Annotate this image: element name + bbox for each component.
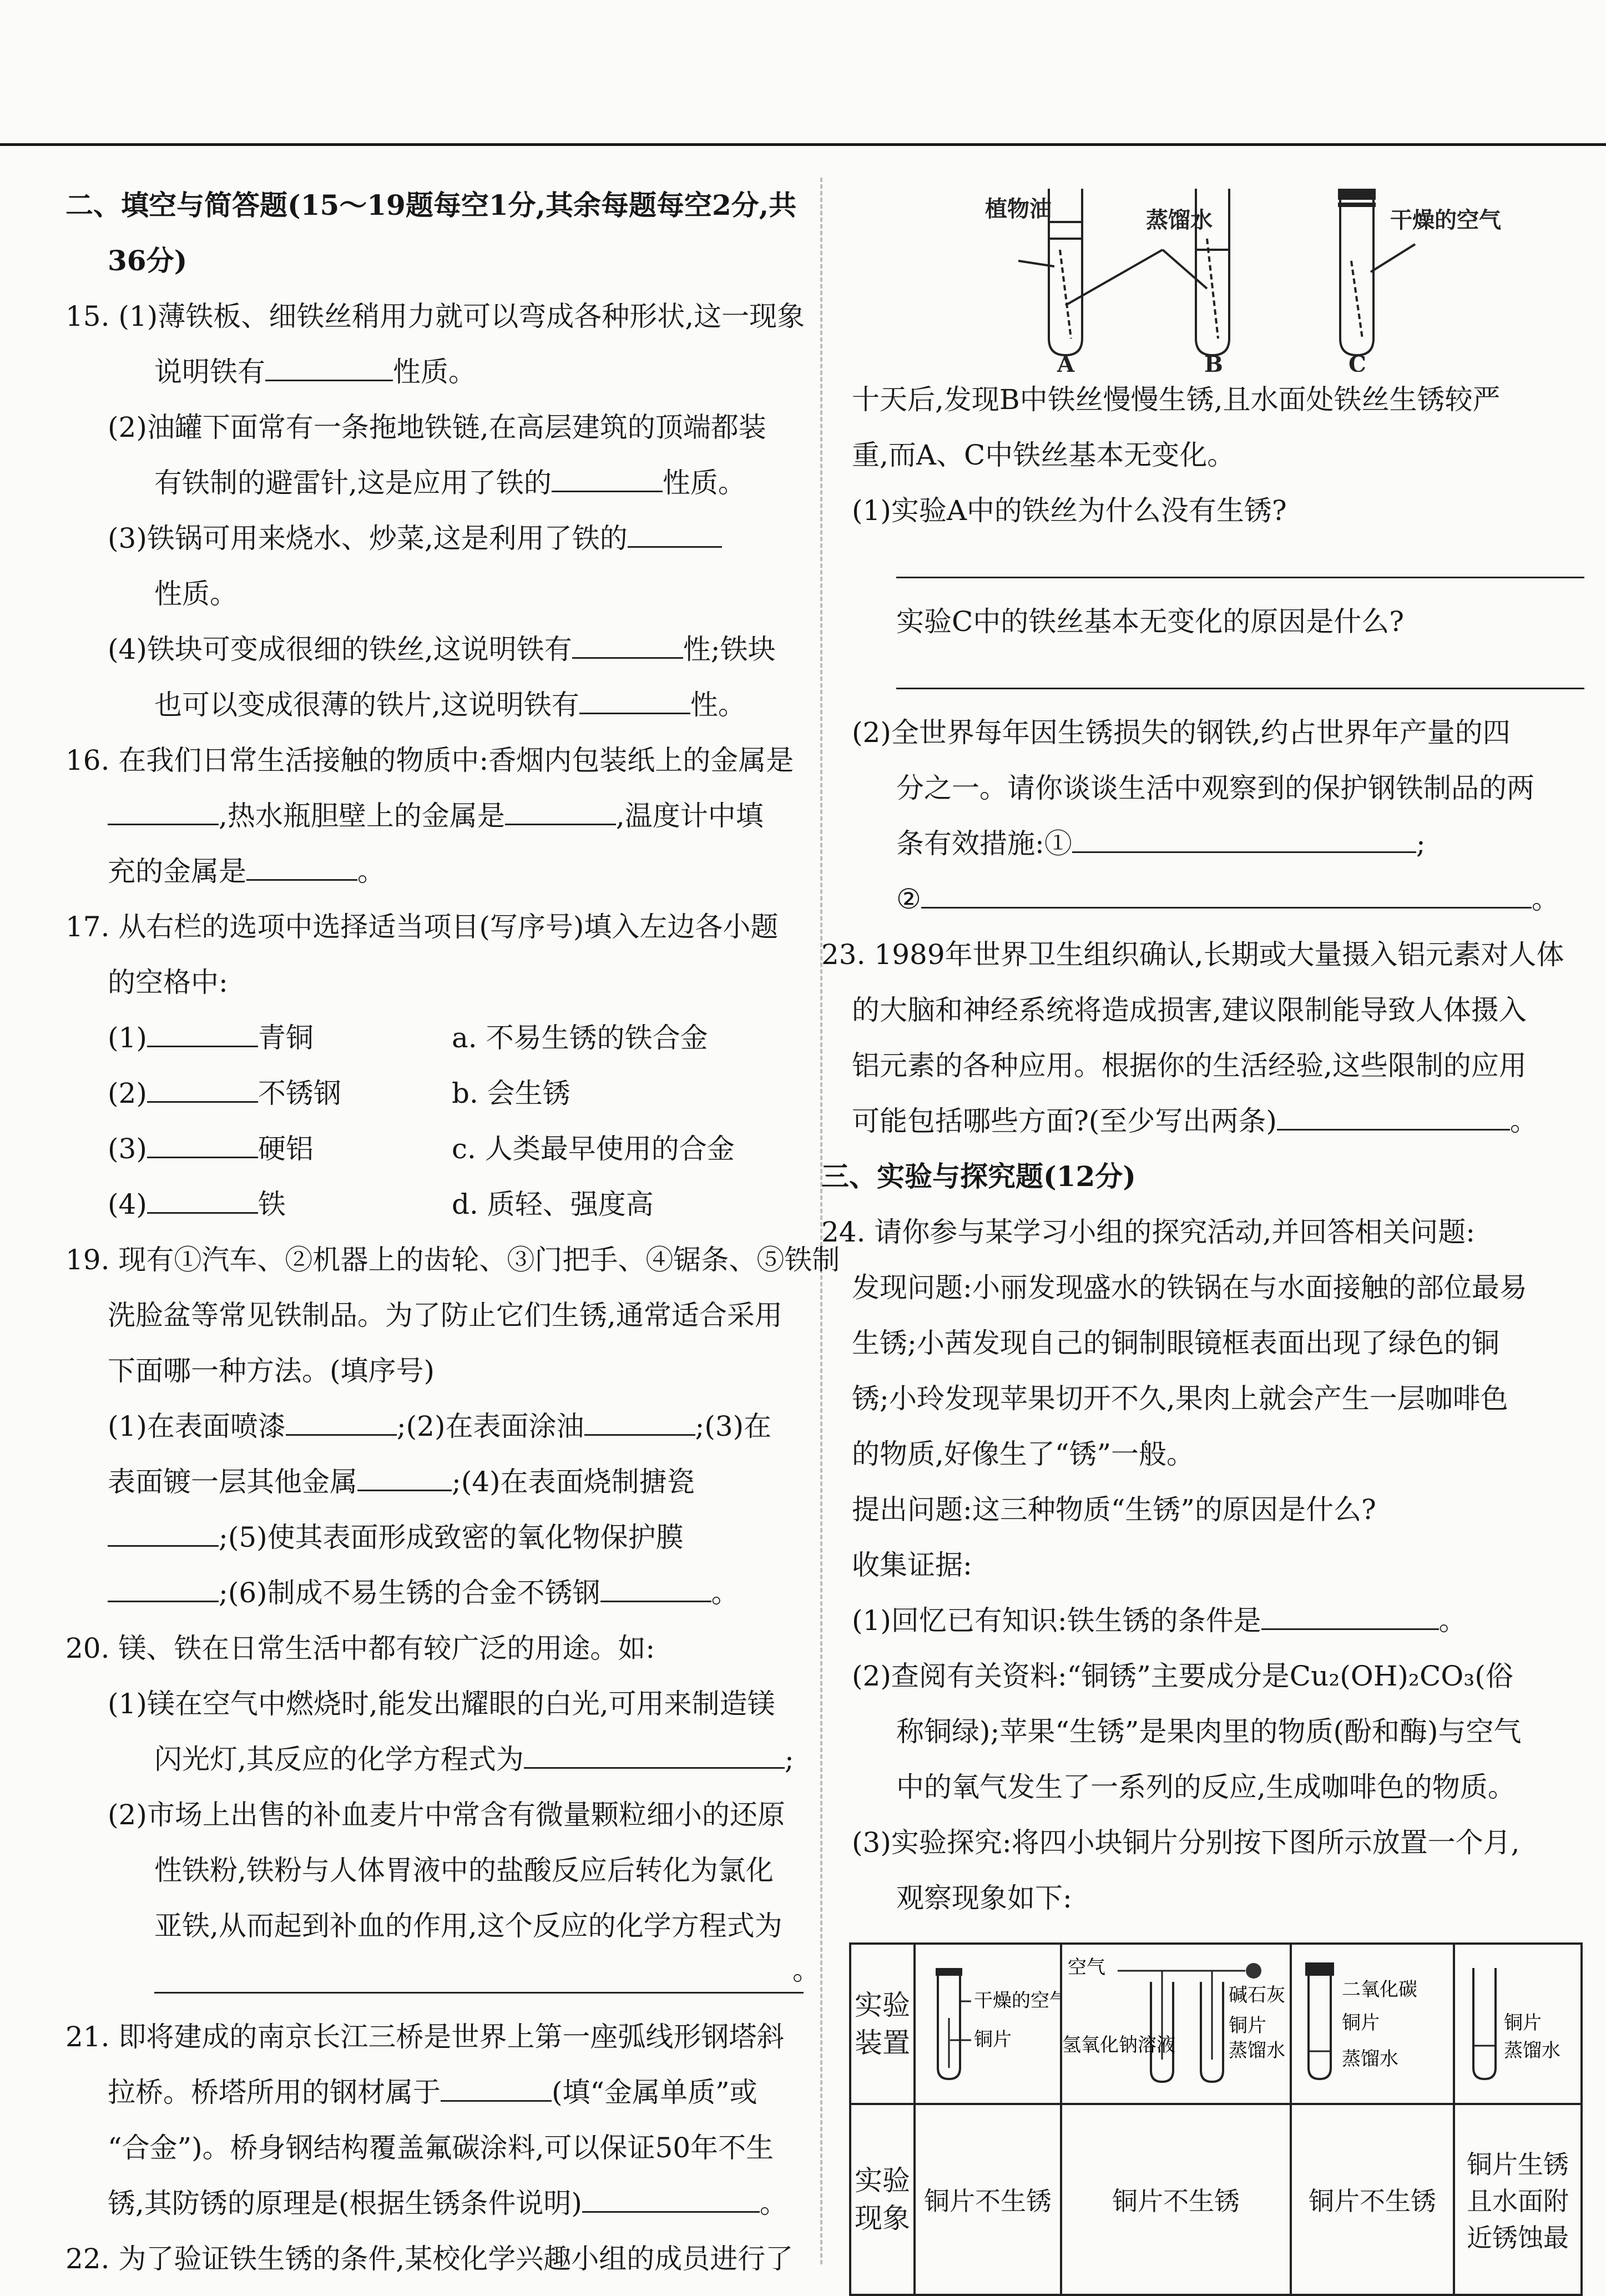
q19-line3: 下面哪一种方法。(填序号) [108, 1355, 435, 1387]
q22-line1: 22. 为了验证铁生锈的条件,某校化学兴趣小组的成员进行了 [65, 2243, 794, 2275]
label: 碱石灰 [1229, 1984, 1285, 2006]
q19-line2: 洗脸盆等常见铁制品。为了防止它们生锈,通常适合采用 [108, 1299, 782, 1331]
q23-line1: 23. 1989年世界卫生组织确认,长期或大量摄入铝元素对人体 [821, 938, 1564, 971]
table-row-devices [850, 1944, 1582, 2104]
answer-blank[interactable] [524, 1734, 785, 1769]
answer-blank[interactable] [921, 874, 1532, 909]
q24-line6: 提出问题:这三种物质“生锈”的原因是什么? [852, 1493, 1376, 1526]
q17-row: (3) 硬铝 c. 人类最早使用的合金 [65, 1121, 804, 1177]
tube-a-label: A [1057, 351, 1075, 372]
oil-label: 植物油 [985, 196, 1052, 222]
label: 蒸馏水 [1504, 2040, 1560, 2062]
q24-line9: (2)查阅有关资料:“铜锈”主要成分是Cu₂(OH)₂CO₃(俗 [852, 1660, 1513, 1692]
answer-blank[interactable] [1261, 1595, 1439, 1630]
label: 二氧化碳 [1342, 1979, 1417, 2001]
q22-r1: 十天后,发现B中铁丝慢慢生锈,且水面处铁丝生锈较严 [852, 383, 1501, 416]
answer-blank[interactable] [147, 1012, 258, 1047]
device-2-svg [1062, 1949, 1290, 2093]
answer-blank[interactable] [572, 624, 683, 659]
answer-blank[interactable] [246, 846, 357, 881]
q22-r4: 实验C中的铁丝基本无变化的原因是什么? [896, 605, 1405, 638]
device-1-svg [916, 1951, 1060, 2090]
q15-line8: 也可以变成很薄的铁片,这说明铁有 性。 [65, 677, 804, 733]
q24-line4: 锈;小玲发现苹果切开不久,果肉上就会产生一层咖啡色 [852, 1382, 1508, 1415]
test-tube-figure-svg [852, 178, 1584, 372]
section2-title-cont: 36分) [108, 244, 188, 277]
q24-line10: 称铜绿);苹果“生锈”是果肉里的物质(酚和酶)与空气 [896, 1715, 1522, 1748]
tube-c-label: C [1349, 351, 1366, 372]
answer-blank[interactable] [584, 1401, 695, 1436]
q15-line3: (2)油罐下面常有一条拖地铁链,在高层建筑的顶端都装 [108, 411, 766, 443]
q23-line4: 可能包括哪些方面?(至少写出两条) 。 [852, 1093, 1584, 1149]
q21-line1: 21. 即将建成的南京长江三桥是世界上第一座弧线形钢塔斜 [65, 2021, 785, 2053]
device-4 [1454, 1944, 1582, 2104]
result-cell: 铜片生锈且水面附近锈蚀最 [1454, 2104, 1582, 2295]
device-2 [1061, 1944, 1291, 2104]
section3-title: 三、实验与探究题(12分) [821, 1160, 1136, 1193]
answer-blank[interactable] [147, 1179, 258, 1214]
q22-r5: (2)全世界每年因生锈损失的钢铁,约占世界年产量的四 [852, 716, 1511, 749]
q21-line3: “合金”)。桥身钢结构覆盖氟碳涂料,可以保证50年不生 [108, 2132, 774, 2164]
q19-line4: (1)在表面喷漆 ;(2)在表面涂油 ;(3)在 [65, 1399, 804, 1454]
section2-title: 二、填空与简答题(15～19题每空1分,其余每题每空2分,共 [65, 189, 797, 221]
result-cell: 铜片不生锈 [1061, 2104, 1291, 2295]
q20-line5: 性铁粉,铁粉与人体胃液中的盐酸反应后转化为氯化 [154, 1854, 774, 1886]
tube-c [1340, 200, 1373, 355]
q15-line1: 15. (1)薄铁板、细铁丝稍用力就可以弯成各种形状,这一现象 [65, 300, 805, 332]
answer-blank[interactable] [628, 513, 722, 548]
q21-line2: 拉桥。桥塔所用的钢材属于 (填“金属单质”或 [65, 2065, 804, 2120]
q19-line7: ;(6)制成不易生锈的合金不锈钢 。 [65, 1565, 804, 1621]
stopper-c [1338, 189, 1376, 200]
answer-blank[interactable] [600, 1567, 711, 1602]
q21-line4: 锈,其防锈的原理是(根据生锈条件说明) 。 [65, 2176, 804, 2231]
q22-r8: ② 。 [852, 871, 1584, 927]
label: 铜片 [1342, 2012, 1380, 2034]
answer-blank[interactable] [108, 790, 219, 825]
device-3 [1291, 1944, 1454, 2104]
label: 铜片 [1504, 2012, 1542, 2034]
device-3-svg [1292, 1951, 1453, 2090]
label: 干燥的空气 [974, 1990, 1060, 2012]
q17-row: (2) 不锈钢 b. 会生锈 [65, 1066, 804, 1121]
q22-r6: 分之一。请你谈谈生活中观察到的保护钢铁制品的两 [896, 772, 1534, 804]
device-4-svg [1462, 1951, 1573, 2090]
q24-line3: 生锈;小茜发现自己的铜制眼镜框表面出现了绿色的铜 [852, 1327, 1499, 1359]
q15-line7: (4)铁块可变成很细的铁丝,这说明铁有 性;铁块 [65, 622, 804, 677]
iron-wire-b [1207, 239, 1218, 339]
result-cell: 铜片不生锈 [1291, 2104, 1454, 2295]
q20-line4: (2)市场上出售的补血麦片中常含有微量颗粒细小的还原 [108, 1799, 785, 1831]
experiment-table [849, 1942, 1583, 2296]
label: 蒸馏水 [1342, 2048, 1398, 2070]
q24-line11: 中的氧气发生了一系列的反应,生成咖啡色的物质。 [896, 1771, 1516, 1803]
q22-r3: (1)实验A中的铁丝为什么没有生锈? [852, 494, 1287, 527]
right-column [821, 178, 1584, 1926]
label: 氢氧化钠溶液 [1062, 2034, 1175, 2056]
label: 铜片 [1229, 2015, 1266, 2037]
answer-blank[interactable] [108, 1567, 219, 1602]
q17-line1: 17. 从右栏的选项中选择适当项目(写序号)填入左边各小题 [65, 911, 779, 943]
answer-blank[interactable] [1072, 818, 1416, 853]
row-header-results: 实验现象 [850, 2104, 915, 2295]
q23-line2: 的大脑和神经系统将造成损害,建议限制能导致人体摄入 [852, 994, 1527, 1026]
q15-line5: (3)铁锅可用来烧水、炒菜,这是利用了铁的 [65, 511, 804, 566]
answer-blank[interactable] [265, 346, 393, 381]
water-label: 蒸馏水 [1146, 207, 1213, 233]
q20-answer-line[interactable]: 。 [65, 1954, 804, 2009]
answer-blank[interactable] [505, 790, 616, 825]
q24-line1: 24. 请你参与某学习小组的探究活动,并回答相关问题: [821, 1216, 1476, 1248]
label: 铜片 [974, 2028, 1012, 2051]
q22-answer-line-1[interactable] [852, 538, 1584, 594]
answer-blank[interactable] [147, 1123, 258, 1158]
table-row-results [850, 2104, 1582, 2295]
tube-a [1049, 189, 1082, 355]
q24-line5: 的物质,好像生了“锈”一般。 [852, 1438, 1195, 1470]
tube-b-label: B [1204, 351, 1223, 372]
answer-blank[interactable] [552, 457, 663, 492]
q20-line6: 亚铁,从而起到补血的作用,这个反应的化学方程式为 [154, 1910, 782, 1942]
q16-line3: 充的金属是 。 [65, 844, 804, 899]
q15-line2: 说明铁有 性质。 [65, 344, 804, 400]
q20-line2: (1)镁在空气中燃烧时,能发出耀眼的白光,可用来制造镁 [108, 1688, 775, 1720]
device-1 [915, 1944, 1061, 2104]
q19-line5: 表面镀一层其他金属 ;(4)在表面烧制搪瓷 [65, 1454, 804, 1510]
q24-line7: 收集证据: [852, 1549, 972, 1581]
q17-row: (1) 青铜 a. 不易生锈的铁合金 [65, 1010, 804, 1066]
q20-line3: 闪光灯,其反应的化学方程式为 ; [65, 1732, 804, 1787]
answer-blank[interactable] [147, 1068, 258, 1103]
q24-line13: 观察现象如下: [896, 1882, 1072, 1914]
answer-blank[interactable] [441, 2067, 552, 2102]
q24-line2: 发现问题:小丽发现盛水的铁锅在与水面接触的部位最易 [852, 1271, 1527, 1304]
q19-line1: 19. 现有①汽车、②机器上的齿轮、③门把手、④锯条、⑤铁制 [65, 1244, 840, 1276]
result-cell: 铜片不生锈 [915, 2104, 1061, 2295]
q24-line12: (3)实验探究:将四小块铜片分别按下图所示放置一个月, [852, 1826, 1520, 1859]
label: 蒸馏水 [1229, 2040, 1285, 2062]
row-header-devices: 实验装置 [850, 1944, 915, 2104]
answer-blank[interactable] [286, 1401, 397, 1436]
q16-line2: ,热水瓶胆壁上的金属是 ,温度计中填 [65, 788, 804, 844]
answer-blank[interactable] [108, 1512, 219, 1547]
q22-answer-line-2[interactable] [852, 649, 1584, 705]
q20-line1: 20. 镁、铁在日常生活中都有较广泛的用途。如: [65, 1632, 655, 1664]
answer-blank[interactable] [579, 679, 690, 714]
iron-wire-a [1060, 250, 1071, 339]
header-rule [0, 143, 1606, 146]
q17-line2: 的空格中: [108, 966, 228, 998]
q17-row: (4) 铁 d. 质轻、强度高 [65, 1177, 804, 1232]
q19-line6: ;(5)使其表面形成致密的氧化物保护膜 [65, 1510, 804, 1565]
q23-line3: 铝元素的各种应用。根据你的生活经验,这些限制的应用 [852, 1049, 1527, 1082]
q15-line6: 性质。 [154, 578, 238, 610]
label: 空气 [1068, 1956, 1105, 1979]
answer-blank[interactable] [582, 2178, 760, 2213]
test-tube-figure [852, 178, 1584, 372]
answer-blank[interactable] [1277, 1096, 1510, 1131]
q22-r7: 条有效措施:① ; [852, 816, 1584, 871]
iron-wire-c [1351, 261, 1362, 339]
q16-line1: 16. 在我们日常生活接触的物质中:香烟内包装纸上的金属是 [65, 744, 794, 776]
q24-line8: (1)回忆已有知识:铁生锈的条件是 。 [852, 1593, 1584, 1648]
answer-blank[interactable] [357, 1456, 452, 1491]
q15-line4: 有铁制的避雷针,这是应用了铁的 性质。 [65, 455, 804, 511]
dry-air-label: 干燥的空气 [1390, 207, 1501, 233]
q22-r2: 重,而A、C中铁丝基本无变化。 [852, 439, 1235, 471]
left-column [65, 178, 840, 2287]
